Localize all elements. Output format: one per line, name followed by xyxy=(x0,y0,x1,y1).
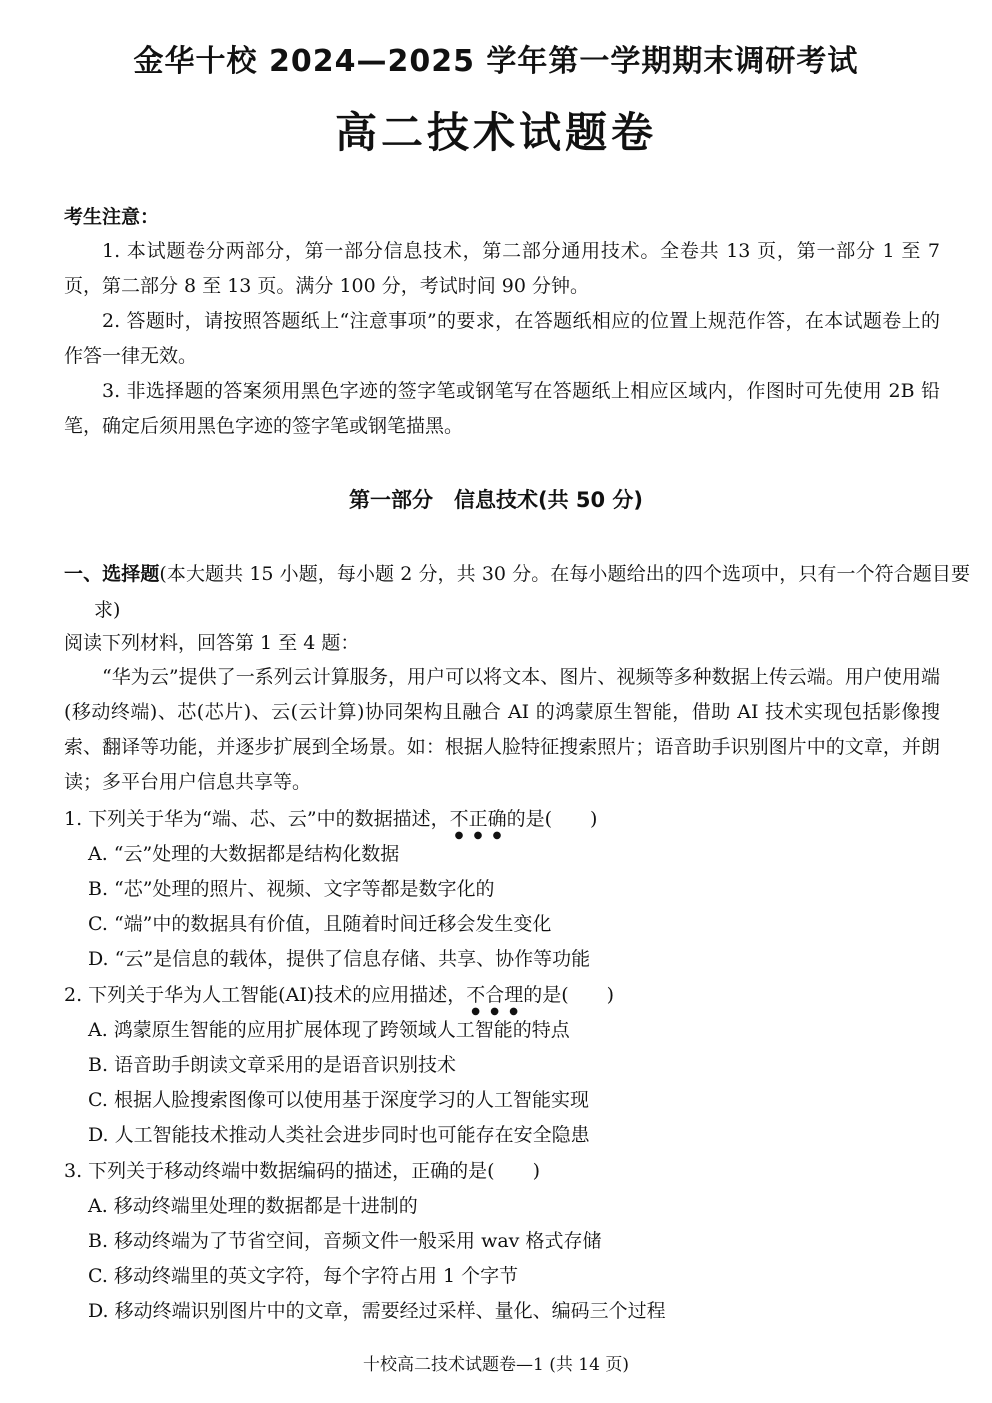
option-a: A. 移动终端里处理的数据都是十进制的 xyxy=(88,1195,418,1217)
question-3-stem xyxy=(64,1154,540,1188)
option-c: C. 根据人脸搜索图像可以使用基于深度学习的人工智能实现 xyxy=(88,1089,589,1111)
option-d: D. “云”是信息的载体，提供了信息存储、共享、协作等功能 xyxy=(88,948,591,970)
option-d: D. 人工智能技术推动人类社会进步同时也可能存在安全隐患 xyxy=(88,1124,590,1146)
option-b: B. 语音助手朗读文章采用的是语音识别技术 xyxy=(88,1054,457,1076)
question-emphasis: 不合理 xyxy=(466,984,524,1006)
question-stem-tail: 的是( ) xyxy=(523,984,615,1006)
option-b: B. “芯”处理的照片、视频、文字等都是数字化的 xyxy=(88,878,495,900)
material-text: “华为云”提供了一系列云计算服务，用户可以将文本、图片、视频等多种数据上传云端。用户使用端(移动终端)、芯(芯片)、云(云计算)协同架构且融合 AI 的鸿蒙原生智能，借助 AI 技术实现包括影像搜索、翻译等功能，并逐步扩展到全场景。如：根据人脸特征搜索照片；语音助手识别图片中的文章，并朗读；多平台用户信息共享等。 xyxy=(64,666,940,793)
exam-title: 金华十校 2024—2025 学年第一学期期末调研考试 xyxy=(133,44,859,79)
question-emphasis: 不正确 xyxy=(449,808,507,830)
notice-item: 3. 非选择题的答案须用黑色字迹的签字笔或钢笔写在答题纸上相应区域内，作图时可先使用 2B 铅笔，确定后须用黑色字迹的签字笔或钢笔描黑。 xyxy=(64,380,940,437)
section-title: 第一部分 信息技术(共 50 分) xyxy=(348,488,644,512)
notice-heading: 考生注意： xyxy=(64,206,160,228)
question-stem-text: 3. 下列关于移动终端中数据编码的描述，正确的是( ) xyxy=(64,1160,540,1182)
option-c: C. 移动终端里的英文字符，每个字符占用 1 个字节 xyxy=(88,1265,519,1287)
option-b: B. 移动终端为了节省空间，音频文件一般采用 wav 格式存储 xyxy=(88,1230,602,1252)
question-stem-text: 2. 下列关于华为人工智能(AI)技术的应用描述， xyxy=(64,984,467,1006)
material-intro: 阅读下列材料，回答第 1 至 4 题： xyxy=(64,632,360,654)
page-footer: 十校高二技术试题卷—1 (共 14 页) xyxy=(363,1355,629,1375)
notice-item: 2. 答题时，请按照答题纸上“注意事项”的要求，在答题纸相应的位置上规范作答，在本试题卷上的作答一律无效。 xyxy=(64,310,940,367)
question-stem-tail: 的是( ) xyxy=(506,808,598,830)
paper-subtitle: 高二技术试题卷 xyxy=(334,108,657,157)
option-a: A. 鸿蒙原生智能的应用扩展体现了跨领域人工智能的特点 xyxy=(88,1019,570,1041)
question-2-stem xyxy=(64,978,614,1017)
option-c: C. “端”中的数据具有价值，且随着时间迁移会发生变化 xyxy=(88,913,552,935)
option-d: D. 移动终端识别图片中的文章，需要经过采样、量化、编码三个过程 xyxy=(88,1300,666,1322)
question-stem-text: 1. 下列关于华为“端、芯、云”中的数据描述， xyxy=(64,808,450,830)
part-heading-label: 一、选择题 xyxy=(64,563,160,585)
option-a: A. “云”处理的大数据都是结构化数据 xyxy=(88,843,400,865)
part-heading-text: (本大题共 15 小题，每小题 2 分，共 30 分。在每小题给出的四个选项中，只有一个符合题目要求) xyxy=(94,563,970,621)
question-1-stem xyxy=(64,802,597,841)
notice-item: 1. 本试题卷分两部分，第一部分信息技术，第二部分通用技术。全卷共 13 页，第一部分 1 至 7 页，第二部分 8 至 13 页。满分 100 分，考试时间 90 分钟。 xyxy=(64,240,940,297)
part-heading xyxy=(64,556,970,628)
